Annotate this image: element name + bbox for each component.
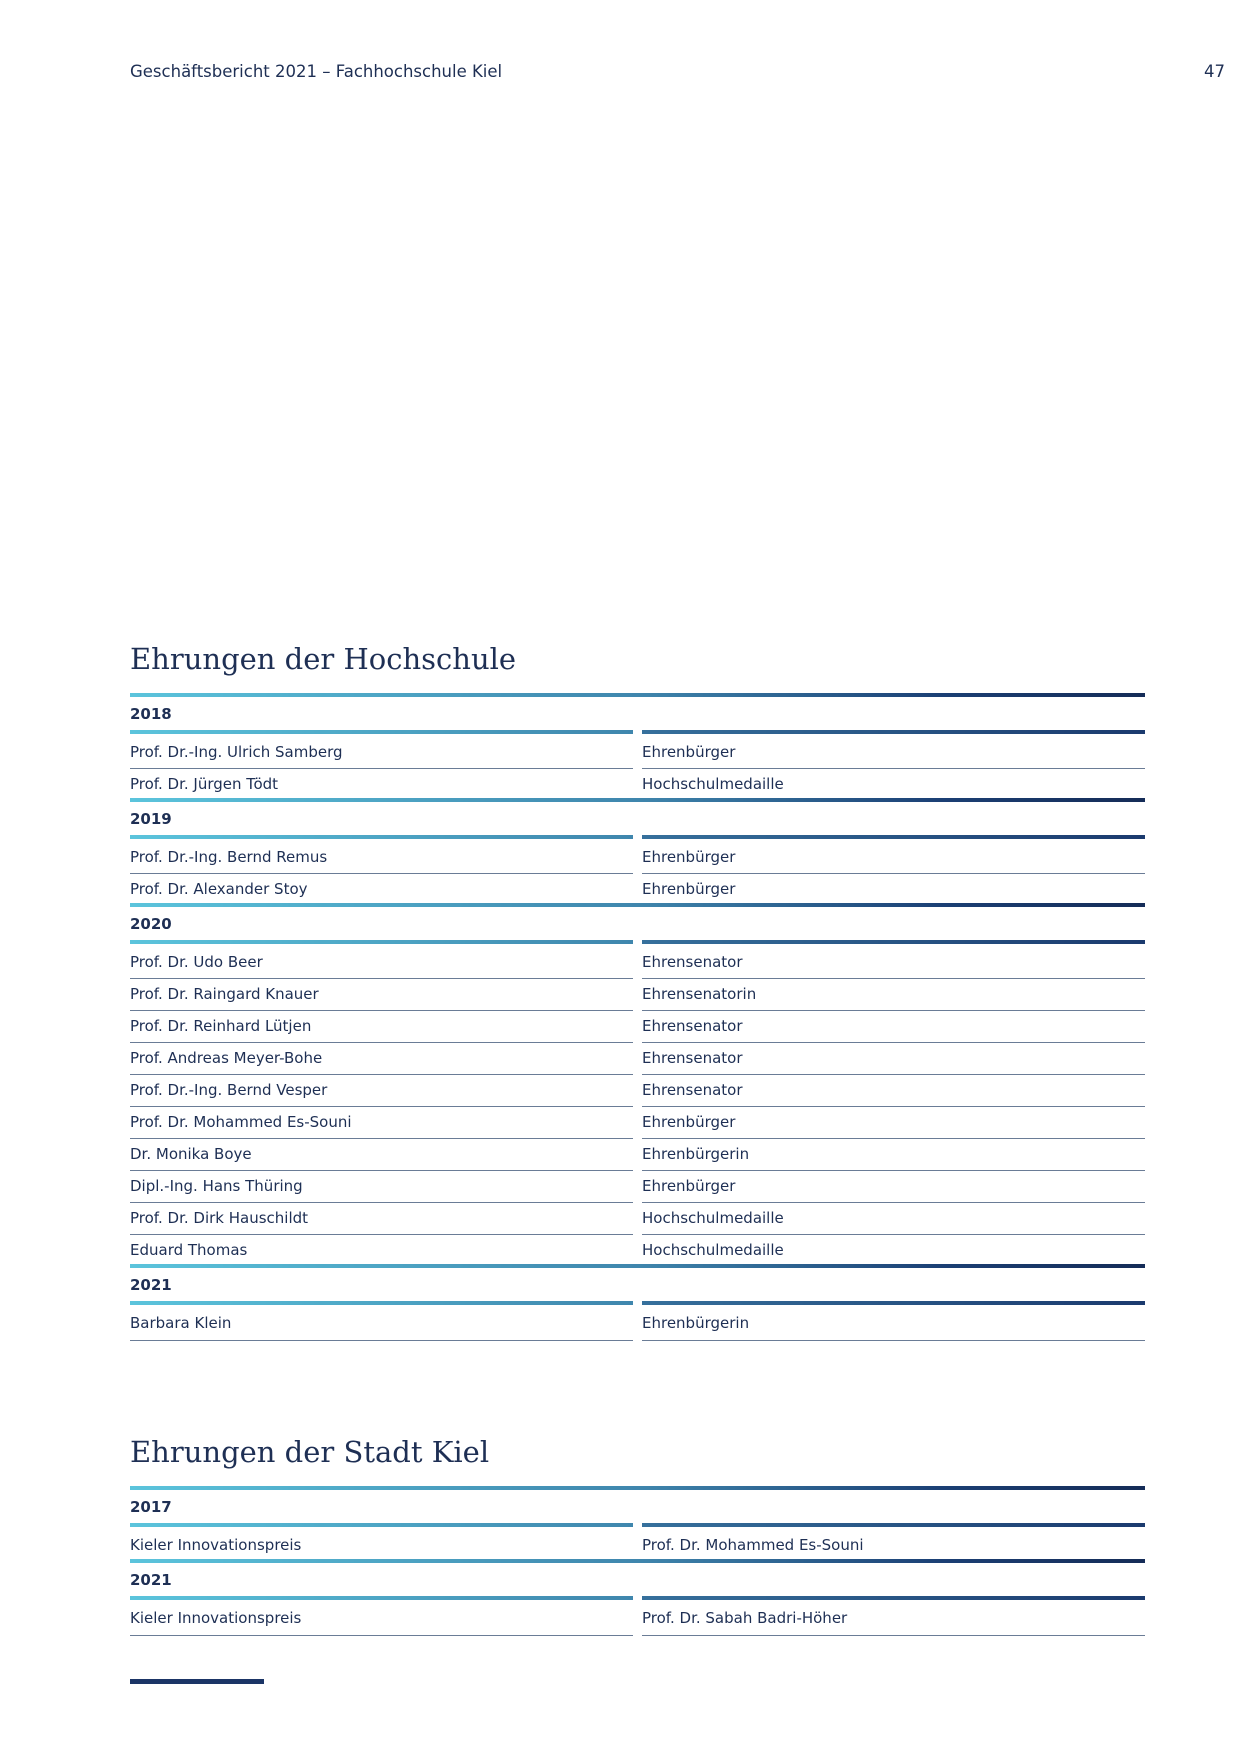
- table-row: [130, 1136, 1145, 1168]
- recipient-cell: Prof. Dr. Sabah Badri-Höher: [642, 1609, 848, 1627]
- table-row: [130, 1305, 1145, 1337]
- name-cell: Eduard Thomas: [130, 1241, 248, 1259]
- award-cell: Kieler Innovationspreis: [130, 1536, 302, 1554]
- page-number: 47: [1204, 62, 1225, 81]
- name-cell: Prof. Dr.-Ing. Bernd Vesper: [130, 1072, 633, 1107]
- name-cell: Barbara Klein: [130, 1314, 232, 1332]
- year-heading: 2018: [130, 705, 172, 723]
- table-row: [130, 839, 1145, 871]
- table-row: [130, 766, 1145, 798]
- name-cell: Prof. Dr. Jürgen Tödt: [130, 775, 279, 793]
- honor-cell: Ehrensenator: [642, 1008, 1145, 1043]
- year-heading: 2019: [130, 810, 172, 828]
- name-cell: Prof. Andreas Meyer-Bohe: [130, 1040, 633, 1075]
- table-row: [130, 1104, 1145, 1136]
- running-title: Geschäftsbericht 2021 – Fachhochschule Kiel: [130, 62, 503, 81]
- name-cell: Prof. Dr. Dirk Hauschildt: [130, 1200, 633, 1235]
- year-heading: 2021: [130, 1276, 172, 1294]
- name-cell: Prof. Dr. Reinhard Lütjen: [130, 1008, 633, 1043]
- recipient-cell: Prof. Dr. Mohammed Es-Souni: [642, 1536, 864, 1554]
- section-hochschule: [130, 641, 1145, 1341]
- section-stadt: [130, 1434, 1145, 1636]
- honor-cell: Ehrenbürger: [642, 1104, 1145, 1139]
- year-heading: 2021: [130, 1571, 172, 1589]
- year-heading: 2020: [130, 915, 172, 933]
- table-row: [130, 1168, 1145, 1200]
- table-end-rule: [130, 1340, 1145, 1341]
- name-cell: Prof. Dr. Raingard Knauer: [130, 976, 633, 1011]
- honor-cell: Hochschulmedaille: [642, 775, 784, 793]
- honor-cell: Ehrensenator: [642, 944, 1145, 979]
- award-cell: Kieler Innovationspreis: [130, 1609, 302, 1627]
- name-cell: Prof. Dr. Mohammed Es-Souni: [130, 1104, 633, 1139]
- table-row: [130, 1200, 1145, 1232]
- section-title: Ehrungen der Stadt Kiel: [130, 1435, 490, 1469]
- honor-cell: Ehrenbürgerin: [642, 1136, 1145, 1171]
- honor-cell: Hochschulmedaille: [642, 1241, 784, 1259]
- honor-cell: Ehrenbürgerin: [642, 1314, 750, 1332]
- name-cell: Prof. Dr.-Ing. Ulrich Samberg: [130, 734, 633, 769]
- table-row: [130, 1008, 1145, 1040]
- footer-bar: [130, 1679, 264, 1684]
- honor-cell: Ehrenbürger: [642, 734, 1145, 769]
- table-row: [130, 1040, 1145, 1072]
- honor-cell: Ehrenbürger: [642, 880, 736, 898]
- table-row: [130, 1232, 1145, 1264]
- name-cell: Prof. Dr.-Ing. Bernd Remus: [130, 839, 633, 874]
- table-row: [130, 1072, 1145, 1104]
- name-cell: Prof. Dr. Udo Beer: [130, 944, 633, 979]
- name-cell: Dipl.-Ing. Hans Thüring: [130, 1168, 633, 1203]
- table-row: [130, 1600, 1145, 1632]
- name-cell: Prof. Dr. Alexander Stoy: [130, 880, 308, 898]
- section-title: Ehrungen der Hochschule: [130, 642, 517, 676]
- table-row: [130, 1527, 1145, 1559]
- year-heading: 2017: [130, 1498, 172, 1516]
- honor-cell: Ehrensenatorin: [642, 976, 1145, 1011]
- table-row: [130, 944, 1145, 976]
- table-end-rule: [130, 1635, 1145, 1636]
- name-cell: Dr. Monika Boye: [130, 1136, 633, 1171]
- table-row: [130, 871, 1145, 903]
- honor-cell: Ehrenbürger: [642, 1168, 1145, 1203]
- honor-cell: Ehrensenator: [642, 1072, 1145, 1107]
- honor-cell: Ehrensenator: [642, 1040, 1145, 1075]
- honor-cell: Ehrenbürger: [642, 839, 1145, 874]
- table-row: [130, 976, 1145, 1008]
- table-row: [130, 734, 1145, 766]
- honor-cell: Hochschulmedaille: [642, 1200, 1145, 1235]
